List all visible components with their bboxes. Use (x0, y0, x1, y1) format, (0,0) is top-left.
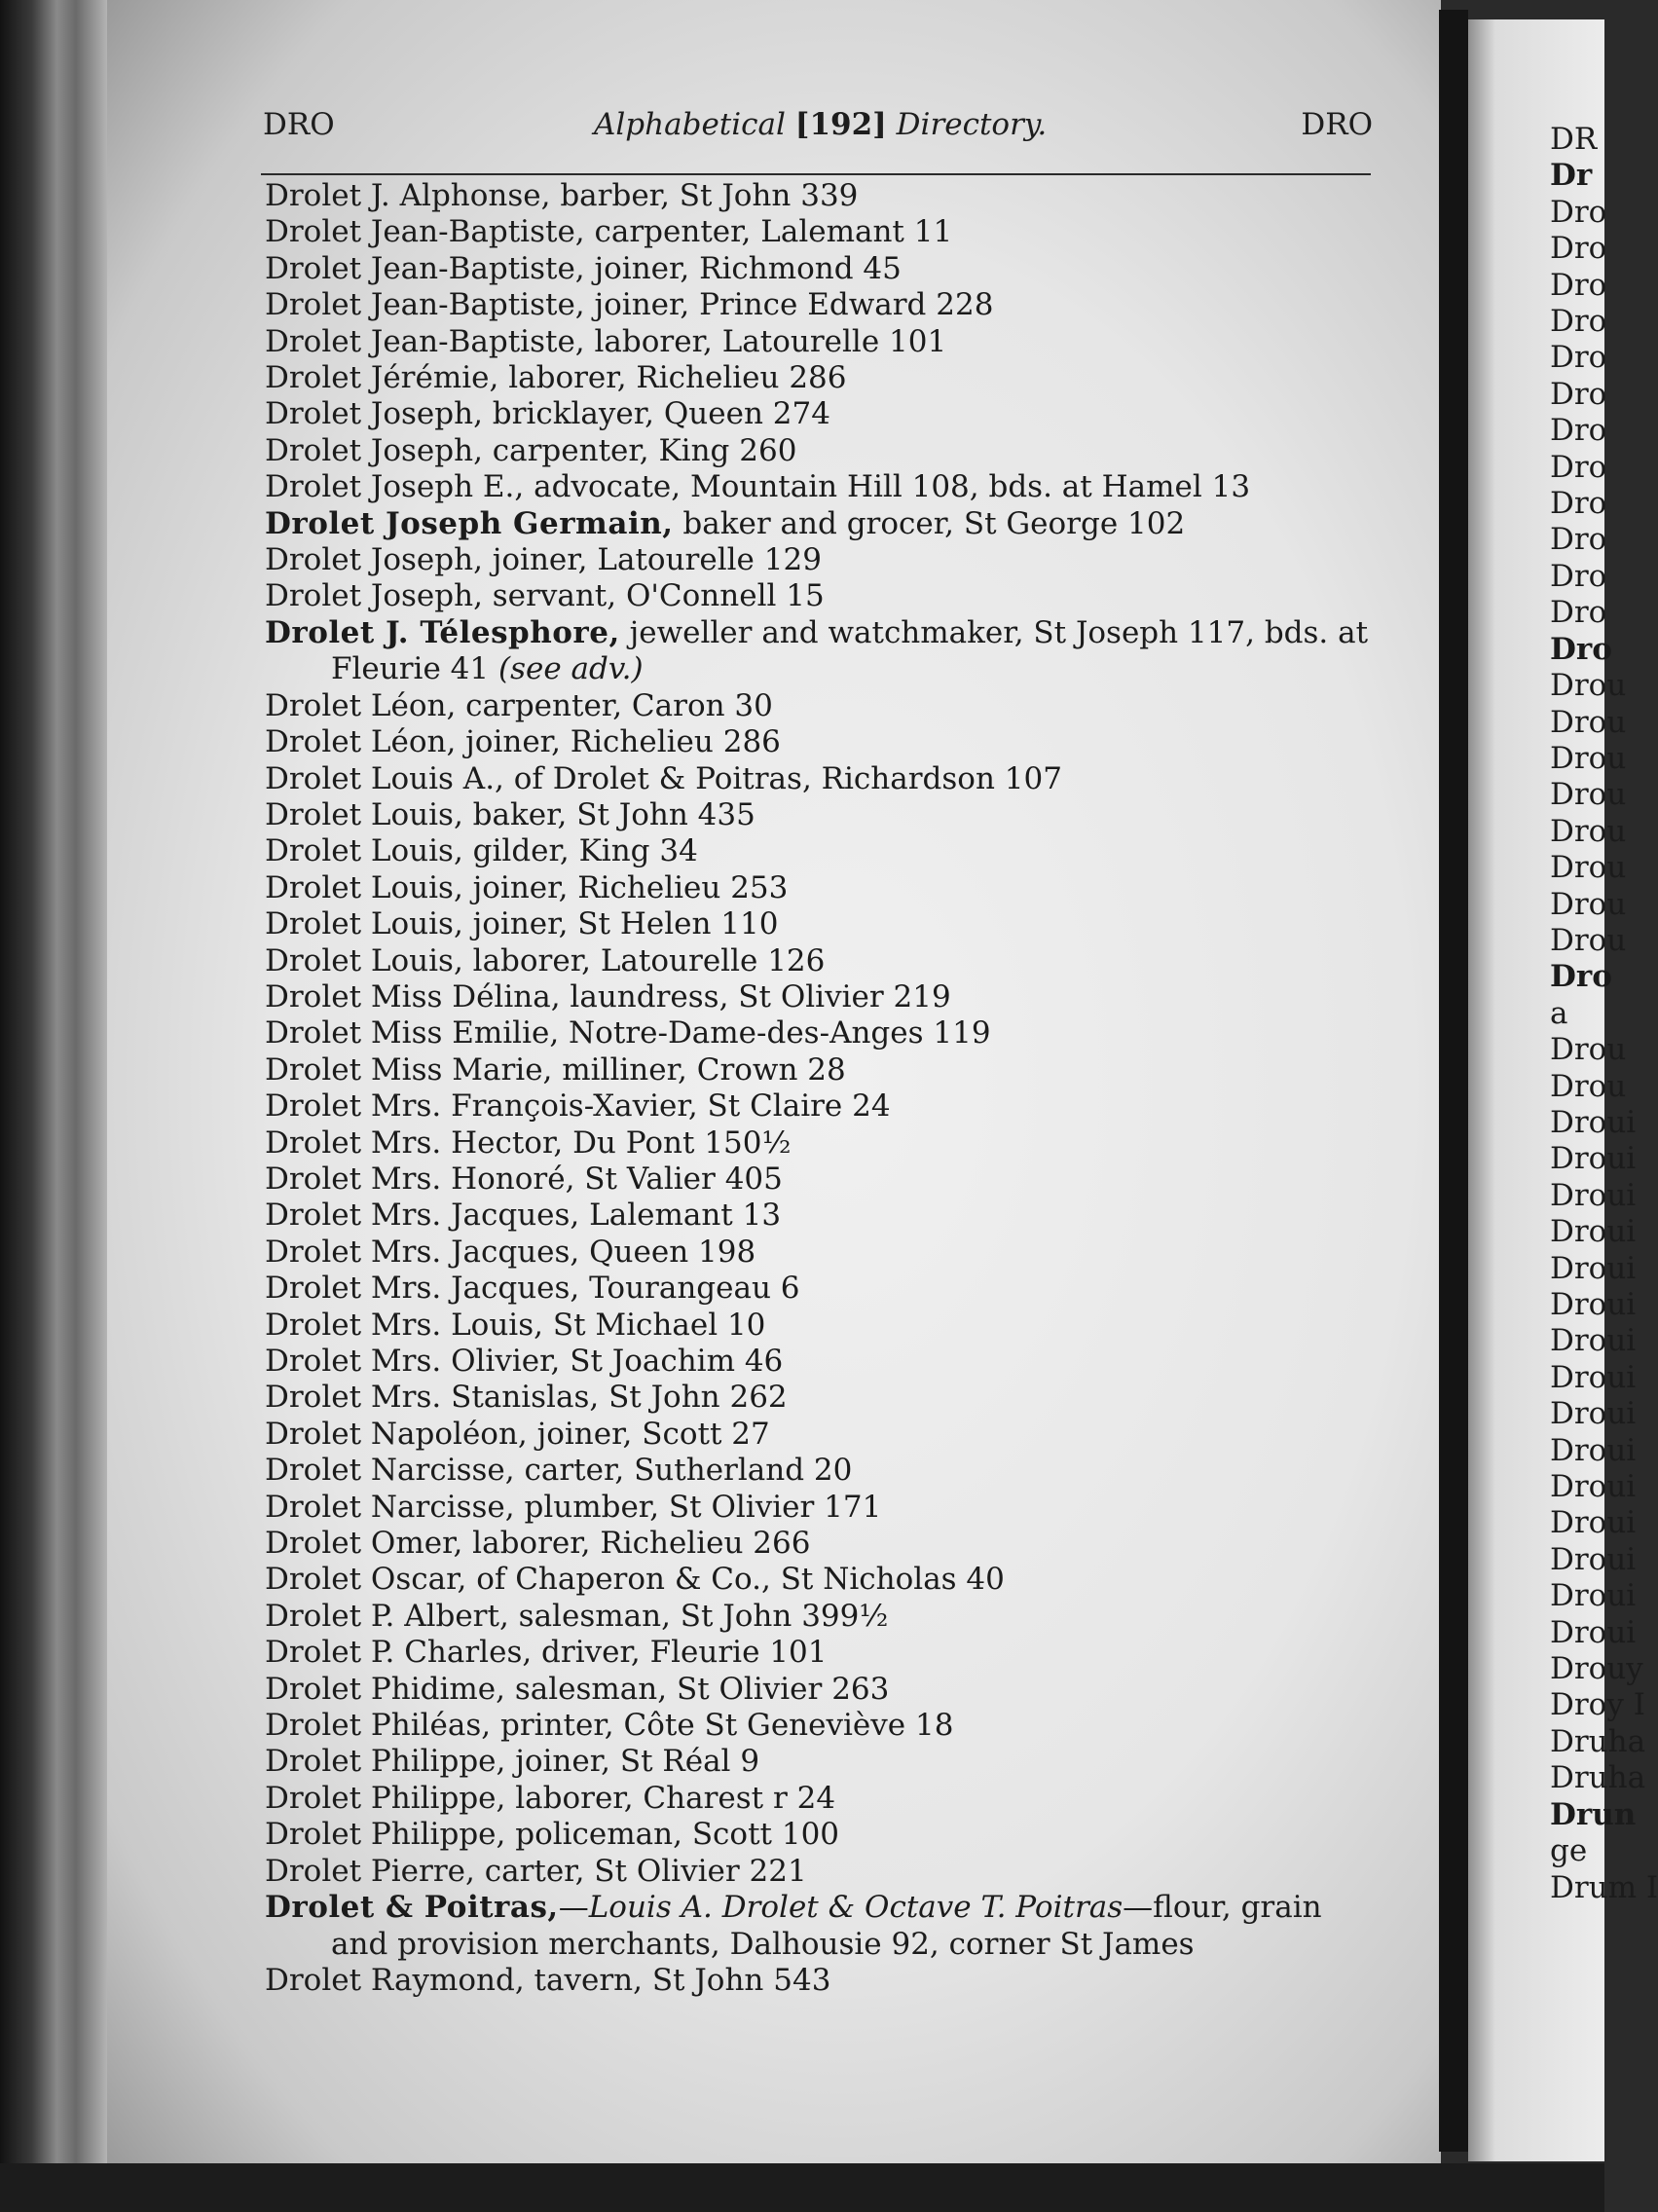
facing-page-fragment: Drum I (1550, 1869, 1658, 1905)
facing-page-fragment: a (1550, 995, 1568, 1031)
entry-text: Drolet Mrs. Stanislas, St John 262 (265, 1380, 788, 1416)
facing-page-fragment: Dro (1550, 194, 1607, 230)
header-right-guide: DRO (1301, 107, 1373, 142)
facing-page-fragment: ge (1550, 1833, 1588, 1869)
directory-entry (265, 1344, 1384, 1380)
directory-entry (265, 1963, 1384, 1999)
directory-entry (265, 761, 1384, 797)
entry-text: Drolet Jean-Baptiste, joiner, Prince Edward 228 (265, 287, 994, 323)
directory-entry (265, 1744, 1384, 1780)
facing-page-fragment: Dro (1550, 486, 1607, 522)
entry-bold-name: Drolet J. Télesphore, (265, 614, 620, 650)
facing-page-fragment: Dro (1550, 631, 1612, 667)
directory-entry (265, 287, 1384, 323)
entry-text: Drolet Louis, gilder, King 34 (265, 833, 698, 869)
entry-text: Drolet Jean-Baptiste, joiner, Richmond 45 (265, 250, 902, 286)
facing-page-fragment: Droy I (1550, 1687, 1645, 1723)
entry-text: Drolet Oscar, of Chaperon & Co., St Nicholas 40 (265, 1562, 1005, 1598)
entry-text: Drolet Joseph, servant, O'Connell 15 (265, 578, 825, 614)
directory-entry (265, 1417, 1384, 1453)
directory-entry (265, 943, 1384, 979)
facing-page-fragment: Dr (1550, 158, 1593, 194)
directory-entry (265, 615, 1384, 688)
entry-text: Drolet Léon, carpenter, Caron 30 (265, 687, 773, 723)
entry-text: Drolet P. Albert, salesman, St John 399½ (265, 1598, 889, 1634)
facing-page-fragment: Droui (1550, 1578, 1637, 1614)
scan-bottom-edge (0, 2163, 1604, 2212)
facing-page-fragment: Droui (1550, 1541, 1637, 1577)
entry-italic-text: Louis A. Drolet & Octave T. Poitras (588, 1890, 1124, 1926)
directory-entry (265, 1453, 1384, 1489)
directory-entry (265, 1052, 1384, 1088)
entry-text: Drolet Mrs. Olivier, St Joachim 46 (265, 1344, 784, 1379)
entry-text: Drolet Narcisse, carter, Sutherland 20 (265, 1453, 853, 1489)
header-left-guide: DRO (263, 107, 335, 142)
facing-page-fragment: Droui (1550, 1469, 1637, 1505)
directory-entry (265, 1380, 1384, 1416)
directory-entry (265, 1854, 1384, 1890)
entry-text: Drolet Miss Délina, laundress, St Olivier 219 (265, 978, 951, 1014)
facing-page-fragment: Droui (1550, 1287, 1637, 1322)
entry-text: Drolet Pierre, carter, St Olivier 221 (265, 1853, 807, 1889)
header-title (594, 107, 1047, 142)
directory-entry (265, 1781, 1384, 1817)
directory-entry (265, 688, 1384, 724)
directory-entry (265, 870, 1384, 906)
directory-entry (265, 1890, 1384, 1963)
facing-page-fragment: Dro (1550, 413, 1607, 449)
directory-entry (265, 833, 1384, 869)
directory-entry (265, 433, 1384, 469)
entry-text: Drolet Narcisse, plumber, St Olivier 171 (265, 1489, 882, 1525)
facing-page-fragment: Droui (1550, 1214, 1637, 1250)
directory-entry (265, 1490, 1384, 1526)
facing-page-fragment: Druha (1550, 1760, 1646, 1796)
directory-entry (265, 1235, 1384, 1271)
facing-page-fragment: DR (1550, 122, 1598, 157)
entry-text: Drolet Mrs. Jacques, Queen 198 (265, 1234, 756, 1270)
facing-page-fragment: Droui (1550, 1141, 1637, 1177)
entry-text: Drolet Louis, joiner, Richelieu 253 (265, 869, 789, 905)
facing-page-fragment: Dro (1550, 522, 1607, 558)
directory-entry (265, 1708, 1384, 1744)
entry-text: Drolet Philippe, policeman, Scott 100 (265, 1817, 840, 1853)
entry-text: Drolet Mrs. Honoré, St Valier 405 (265, 1161, 783, 1197)
facing-page-fragment: Drouy (1550, 1651, 1643, 1687)
facing-page-fragment: Druha (1550, 1723, 1646, 1759)
facing-page-fragment: Drun (1550, 1796, 1637, 1832)
running-header (263, 107, 1373, 150)
facing-page-fragment: Droui (1550, 1614, 1637, 1650)
facing-page-fragment: Dro (1550, 376, 1607, 412)
entry-text: Drolet Louis, joiner, St Helen 110 (265, 906, 779, 942)
directory-entry (265, 1271, 1384, 1307)
directory-entry (265, 1015, 1384, 1051)
facing-page-fragment: Dro (1550, 558, 1607, 594)
entry-text: Drolet Raymond, tavern, St John 543 (265, 1962, 831, 1998)
entry-text: Drolet P. Charles, driver, Fleurie 101 (265, 1635, 828, 1671)
facing-page-fragment: Drou (1550, 850, 1627, 886)
directory-entry (265, 1526, 1384, 1562)
facing-page-fragment: Droui (1550, 1323, 1637, 1359)
entry-text: Drolet Miss Marie, milliner, Crown 28 (265, 1051, 846, 1088)
directory-entry (265, 797, 1384, 833)
entry-bold-name: Drolet Joseph Germain, (265, 505, 674, 541)
facing-page-fragment: Drou (1550, 740, 1627, 776)
facing-page-text (1550, 122, 1658, 1906)
entry-text: Drolet Jérémie, laborer, Richelieu 286 (265, 360, 847, 396)
entry-text: Drolet Philippe, laborer, Charest r 24 (265, 1780, 836, 1816)
header-rule (261, 173, 1371, 175)
facing-page-fragment: Droui (1550, 1396, 1637, 1432)
facing-page-fragment: Dro (1550, 304, 1607, 340)
entry-text: Drolet Joseph, bricklayer, Queen 274 (265, 396, 830, 432)
facing-page-fragment: Dro (1550, 267, 1607, 303)
directory-entry (265, 1562, 1384, 1598)
entry-text: Drolet Omer, laborer, Richelieu 266 (265, 1526, 811, 1562)
directory-entry (265, 1161, 1384, 1198)
directory-entry (265, 396, 1384, 432)
header-title-pre: Alphabetical (594, 107, 795, 142)
entry-text: Drolet Joseph E., advocate, Mountain Hill 108, bds. at Hamel 13 (265, 469, 1251, 505)
facing-page-fragment: Drou (1550, 922, 1627, 958)
directory-entries (265, 178, 1384, 1999)
directory-entry (265, 979, 1384, 1015)
entry-text: Drolet Phidime, salesman, St Olivier 263 (265, 1671, 890, 1707)
directory-entry (265, 324, 1384, 360)
facing-page-fragment: Dro (1550, 959, 1612, 995)
page-number: [192] (794, 107, 887, 142)
directory-entry (265, 724, 1384, 760)
directory-entry (265, 251, 1384, 287)
facing-page-fragment: Droui (1550, 1432, 1637, 1468)
directory-entry (265, 1635, 1384, 1671)
directory-entry (265, 506, 1384, 542)
entry-text: Drolet Joseph, carpenter, King 260 (265, 432, 797, 468)
directory-entry (265, 1599, 1384, 1635)
facing-page-fragment: Droui (1550, 1505, 1637, 1541)
directory-entry (265, 360, 1384, 396)
entry-italic-text: (see adv.) (497, 651, 644, 687)
entry-text: Drolet Louis, baker, St John 435 (265, 796, 755, 832)
facing-page-fragment: Dro (1550, 340, 1607, 376)
directory-entry (265, 1198, 1384, 1234)
entry-text: Drolet Léon, joiner, Richelieu 286 (265, 724, 781, 760)
facing-page-fragment: Droui (1550, 1177, 1637, 1213)
directory-entry (265, 214, 1384, 250)
directory-entry (265, 906, 1384, 942)
facing-page-fragment: Dro (1550, 449, 1607, 485)
facing-page-fragment: Droui (1550, 1359, 1637, 1395)
entry-text: — (558, 1890, 589, 1926)
directory-entry (265, 178, 1384, 214)
entry-text: Drolet Mrs. François-Xavier, St Claire 24 (265, 1088, 891, 1124)
entry-text: Drolet Mrs. Jacques, Tourangeau 6 (265, 1271, 800, 1307)
entry-text: Drolet Philéas, printer, Côte St Geneviève 18 (265, 1708, 954, 1744)
facing-page-fragment: Drou (1550, 1068, 1627, 1104)
entry-text: jeweller and watchmaker, St Joseph 117, bds. at Fleurie 41 (331, 614, 1369, 687)
facing-page-fragment: Dro (1550, 595, 1607, 631)
entry-text: Drolet Jean-Baptiste, carpenter, Lalemant 11 (265, 214, 953, 250)
facing-page-fragment: Drou (1550, 668, 1627, 704)
facing-page-fragment: Drou (1550, 1032, 1627, 1068)
facing-page-fragment: Dro (1550, 231, 1607, 267)
facing-page-fragment: Drou (1550, 813, 1627, 849)
entry-text: Drolet Joseph, joiner, Latourelle 129 (265, 542, 822, 578)
entry-bold-name: Drolet & Poitras, (265, 1890, 559, 1926)
entry-text: baker and grocer, St George 102 (673, 505, 1186, 541)
directory-entry (265, 1125, 1384, 1161)
entry-text: Drolet Napoléon, joiner, Scott 27 (265, 1416, 770, 1452)
entry-text: Drolet Miss Emilie, Notre-Dame-des-Anges 119 (265, 1015, 991, 1051)
entry-text: Drolet Louis A., of Drolet & Poitras, Richardson 107 (265, 760, 1062, 796)
directory-entry (265, 1088, 1384, 1124)
entry-text-continued: —flour, grain and provision merchants, Dalhousie 92, corner St James (331, 1890, 1322, 1962)
entry-text: Drolet Mrs. Louis, St Michael 10 (265, 1307, 766, 1343)
entry-text: Drolet J. Alphonse, barber, St John 339 (265, 178, 859, 213)
entry-text: Drolet Mrs. Hector, Du Pont 150½ (265, 1124, 792, 1161)
header-title-post: Directory. (886, 107, 1048, 142)
facing-page-fragment: Droui (1550, 1104, 1637, 1140)
book-gutter (1439, 10, 1468, 2152)
facing-page-fragment: Drou (1550, 886, 1627, 922)
entry-text: Drolet Mrs. Jacques, Lalemant 13 (265, 1198, 782, 1234)
entry-text: Drolet Louis, laborer, Latourelle 126 (265, 942, 826, 978)
facing-page-fragment: Drou (1550, 777, 1627, 813)
directory-entry (265, 1817, 1384, 1853)
entry-text: Drolet Philippe, joiner, St Réal 9 (265, 1744, 760, 1780)
entry-text: Drolet Jean-Baptiste, laborer, Latourelle 101 (265, 323, 947, 359)
facing-page-fragment: Droui (1550, 1250, 1637, 1286)
directory-entry (265, 578, 1384, 614)
directory-entry (265, 469, 1384, 505)
directory-entry (265, 1672, 1384, 1708)
directory-entry (265, 542, 1384, 578)
facing-page-fragment: Drou (1550, 704, 1627, 740)
directory-entry (265, 1308, 1384, 1344)
